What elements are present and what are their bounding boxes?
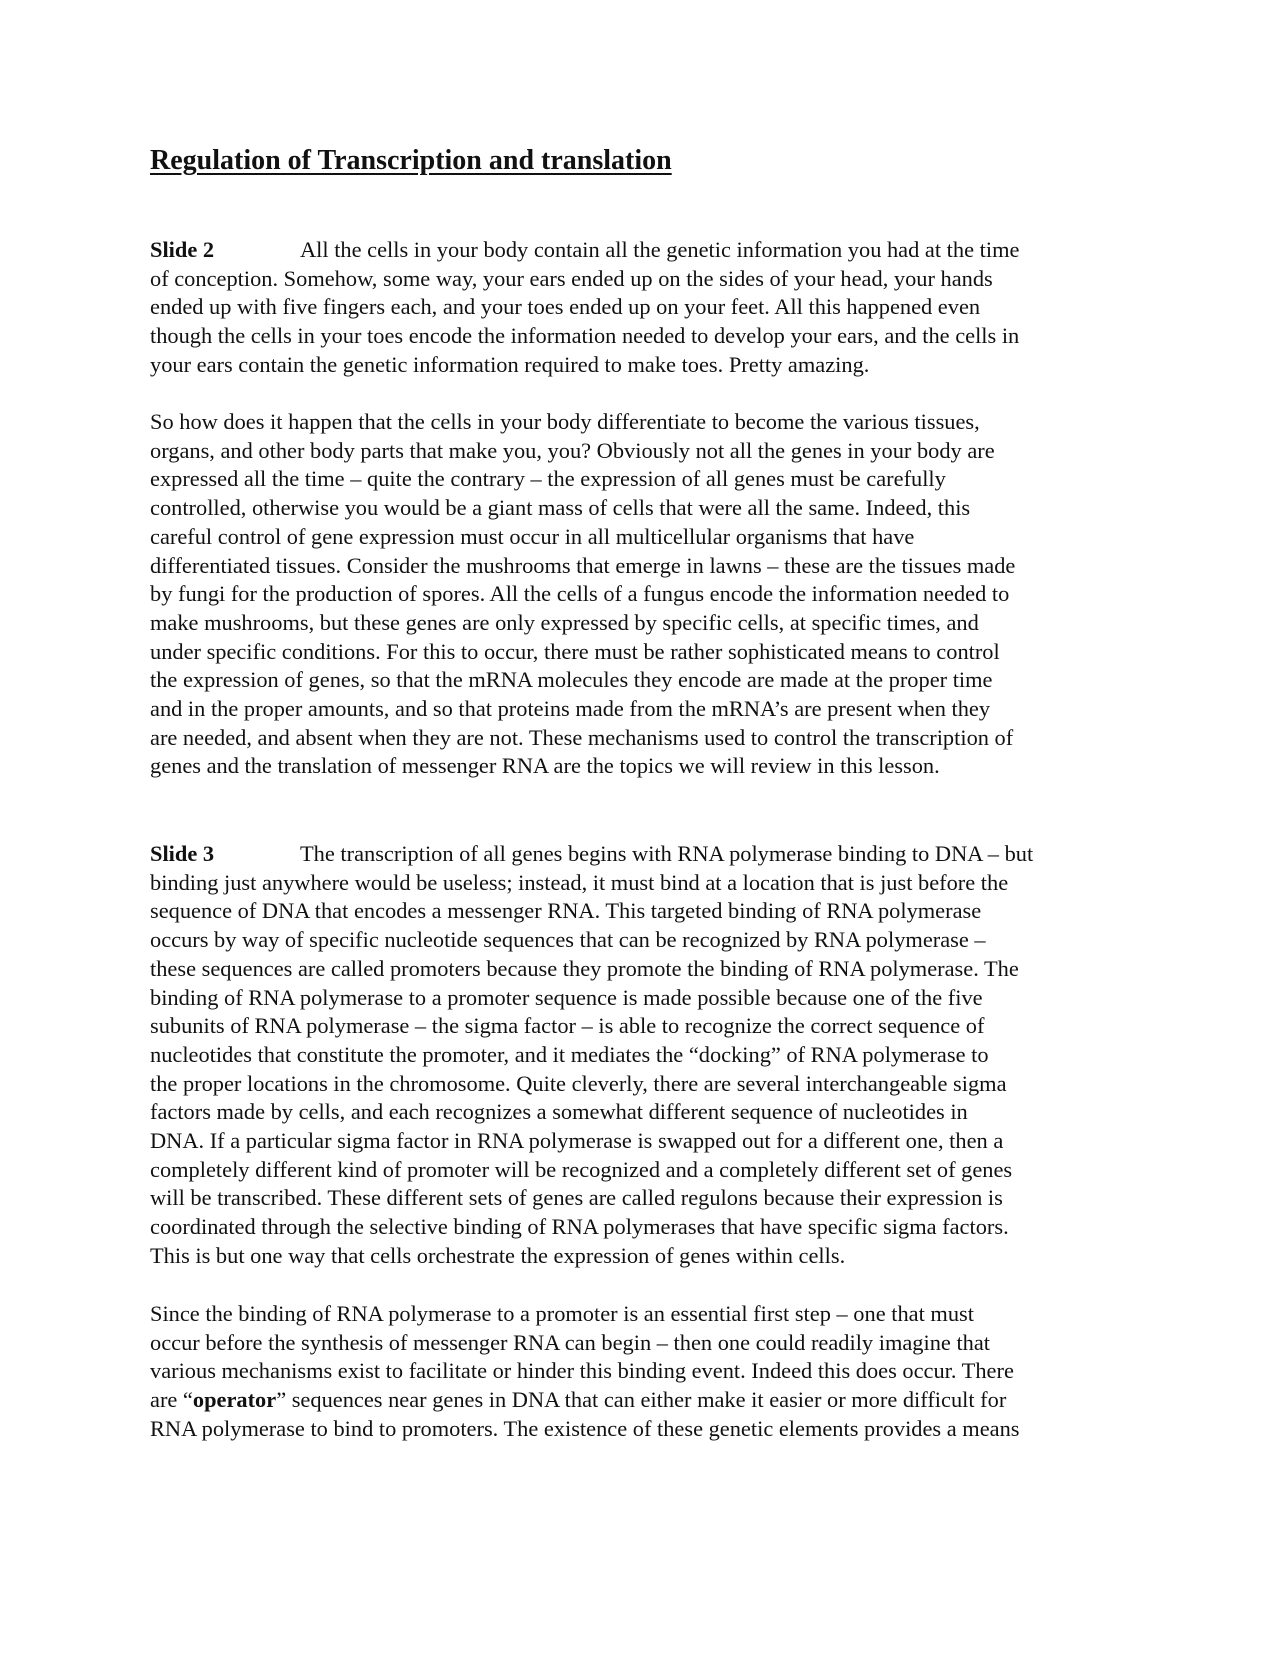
text-line: genes and the translation of messenger RNA are the topics we will review in this lesson. bbox=[150, 753, 940, 779]
text-line: coordinated through the selective binding of RNA polymerases that have specific sigma factors. bbox=[150, 1214, 1009, 1240]
text-line: these sequences are called promoters because they promote the binding of RNA polymerase. The bbox=[150, 955, 1019, 981]
text-line: your ears contain the genetic information required to make toes. Pretty amazing. bbox=[150, 351, 870, 377]
text-line: occur before the synthesis of messenger RNA can begin – then one could readily imagine that bbox=[150, 1329, 991, 1355]
slide-2-paragraph bbox=[150, 236, 1130, 380]
text-line: differentiated tissues. Consider the mushrooms that emerge in lawns – these are the tissues made bbox=[150, 552, 1016, 578]
text-line: will be transcribed. These different sets of genes are called regulons because their expression is bbox=[150, 1185, 1003, 1211]
text-line: expressed all the time – quite the contrary – the expression of all genes must be carefully bbox=[150, 466, 946, 492]
text-line: nucleotides that constitute the promoter, and it mediates the “docking” of RNA polymerase to bbox=[150, 1041, 989, 1067]
text-line: under specific conditions. For this to occur, there must be rather sophisticated means to control bbox=[150, 638, 1000, 664]
text-line: DNA. If a particular sigma factor in RNA polymerase is swapped out for a different one, then a bbox=[150, 1128, 1004, 1154]
document-title: Regulation of Transcription and translation bbox=[150, 145, 672, 176]
text-line: sequence of DNA that encodes a messenger RNA. This targeted binding of RNA polymerase bbox=[150, 898, 982, 924]
text-line: occurs by way of specific nucleotide sequences that can be recognized by RNA polymerase – bbox=[150, 927, 986, 953]
text-line: though the cells in your toes encode the information needed to develop your ears, and the cells in bbox=[150, 323, 1020, 349]
text-line: Slide 3 The transcription of all genes begins with RNA polymerase binding to DNA – but bbox=[150, 840, 1130, 869]
operator-term: operator bbox=[192, 1387, 277, 1413]
text-line: are needed, and absent when they are not. These mechanisms used to control the transcription of bbox=[150, 724, 1014, 750]
text-line: binding just anywhere would be useless; instead, it must bind at a location that is just before the bbox=[150, 869, 1009, 895]
text-line: binding of RNA polymerase to a promoter sequence is made possible because one of the five bbox=[150, 984, 983, 1010]
text-line: ended up with five fingers each, and your toes ended up on your feet. All this happened even bbox=[150, 294, 981, 320]
text-line: organs, and other body parts that make you, you? Obviously not all the genes in your body are bbox=[150, 437, 995, 463]
gene-expression-paragraph bbox=[150, 408, 1130, 781]
text-line: are “operator” sequences near genes in DNA that can either make it easier or more difficult for bbox=[150, 1387, 1007, 1413]
text-line: various mechanisms exist to facilitate or hinder this binding event. Indeed this does occur. There bbox=[150, 1358, 1014, 1384]
text-line: and in the proper amounts, and so that proteins made from the mRNA’s are present when they bbox=[150, 696, 991, 722]
text-line: subunits of RNA polymerase – the sigma factor – is able to recognize the correct sequence of bbox=[150, 1013, 985, 1039]
text-line: This is but one way that cells orchestrate the expression of genes within cells. bbox=[150, 1242, 846, 1268]
slide-3-label: Slide 3 bbox=[150, 841, 215, 866]
text-line: RNA polymerase to bind to promoters. The existence of these genetic elements provides a means bbox=[150, 1415, 1020, 1441]
operator-paragraph bbox=[150, 1300, 1130, 1444]
text-line: by fungi for the production of spores. All the cells of a fungus encode the information needed to bbox=[150, 581, 1010, 607]
text-line: completely different kind of promoter will be recognized and a completely different set of genes bbox=[150, 1156, 1013, 1182]
text-line: the expression of genes, so that the mRNA molecules they encode are made at the proper time bbox=[150, 667, 993, 693]
slide-3-paragraph bbox=[150, 840, 1130, 1271]
text-line: careful control of gene expression must occur in all multicellular organisms that have bbox=[150, 523, 915, 549]
text-line: Since the binding of RNA polymerase to a promoter is an essential first step – one that must bbox=[150, 1301, 974, 1326]
text-line: controlled, otherwise you would be a giant mass of cells that were all the same. Indeed, this bbox=[150, 495, 971, 521]
text-line: factors made by cells, and each recognizes a somewhat different sequence of nucleotides in bbox=[150, 1099, 968, 1125]
text-line: the proper locations in the chromosome. Quite cleverly, there are several interchangeable sigma bbox=[150, 1070, 1007, 1096]
text-line: Slide 2 All the cells in your body contain all the genetic information you had at the time bbox=[150, 236, 1130, 265]
text-line: So how does it happen that the cells in your body differentiate to become the various tissues, bbox=[150, 409, 980, 434]
text-line: make mushrooms, but these genes are only expressed by specific cells, at specific times, and bbox=[150, 609, 979, 635]
slide-2-label: Slide 2 bbox=[150, 237, 215, 262]
text-line: of conception. Somehow, some way, your ears ended up on the sides of your head, your hands bbox=[150, 265, 993, 291]
